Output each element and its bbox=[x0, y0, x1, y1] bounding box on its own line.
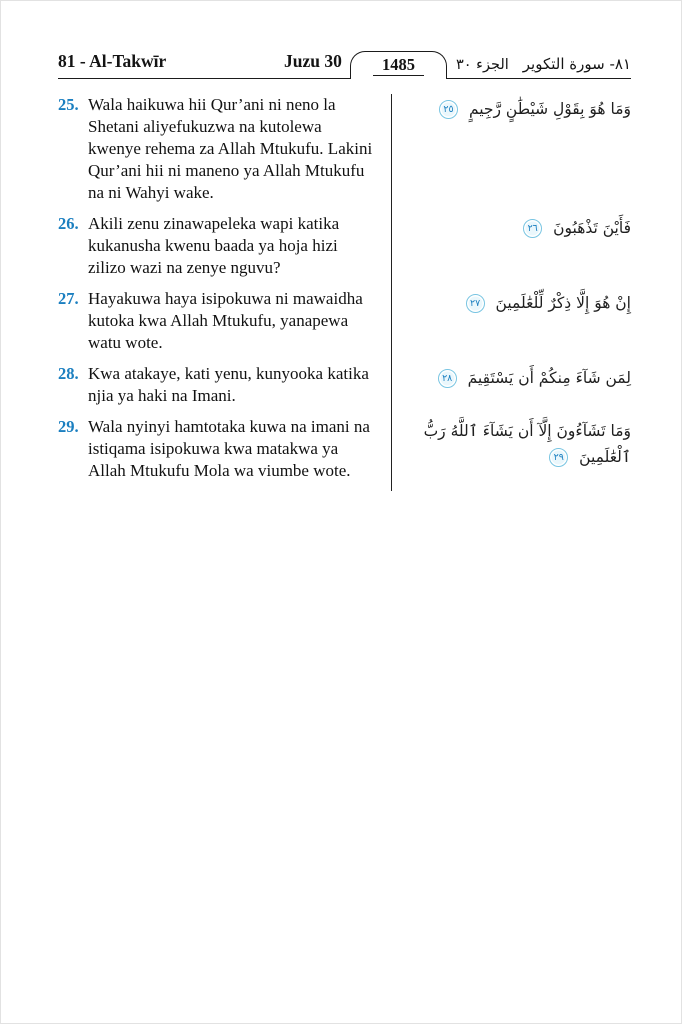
arabic-cell bbox=[391, 213, 631, 288]
verse-row bbox=[58, 288, 631, 363]
verse-end-medallion-icon bbox=[439, 100, 458, 119]
page-header bbox=[58, 45, 631, 79]
translation-cell bbox=[58, 94, 391, 213]
verse-arabic: لِمَن شَآءَ مِنكُمْ أَن يَسْتَقِيمَ bbox=[467, 369, 631, 387]
verse-marker-number: ٢٥ bbox=[443, 103, 454, 115]
verse-row bbox=[58, 94, 631, 213]
page-number: 1485 bbox=[373, 57, 424, 77]
verse-number: 26. bbox=[58, 214, 79, 233]
verse-translation: Hayakuwa haya isipokuwa ni mawaidha kutoka kwa Allah Mtukufu, yanapewa watu wote. bbox=[88, 289, 363, 352]
verse-arabic: إِنْ هُوَ إِلَّا ذِكْرٌ لِّلْعَٰلَمِينَ bbox=[495, 294, 631, 312]
verse-marker-number: ٢٦ bbox=[527, 222, 538, 234]
verse-number: 27. bbox=[58, 289, 79, 308]
verse-row bbox=[58, 416, 631, 491]
verse-translation: Kwa atakaye, kati yenu, kunyooka katika njia ya haki na Imani. bbox=[88, 364, 369, 405]
verse-translation: Wala nyinyi hamtotaka kuwa na imani na istiqama isipokuwa kwa matakwa ya Allah Mtukufu Mola wa viumbe wote. bbox=[88, 417, 370, 480]
translation-cell bbox=[58, 288, 391, 363]
translation-cell bbox=[58, 363, 391, 416]
verse-arabic: وَمَا هُوَ بِقَوْلِ شَيْطَٰنٍ رَّجِيمٍ bbox=[468, 100, 631, 118]
arabic-cell bbox=[391, 416, 631, 491]
verse-number: 28. bbox=[58, 364, 79, 383]
verse-translation: Wala haikuwa hii Qur’ani ni neno la Shetani aliyefukuzwa na kutolewa kwenye rehema za Allah Mtukufu. Lakini Qur’ani hii ni maneno ya Allah Mtukufu na ni Wahyi wake. bbox=[88, 95, 373, 202]
translation-cell bbox=[58, 213, 391, 288]
verse-marker-number: ٢٧ bbox=[469, 297, 481, 309]
verse-marker-number: ٢٩ bbox=[553, 451, 564, 463]
header-rule bbox=[58, 78, 631, 79]
juzu-label: Juzu 30 bbox=[284, 51, 342, 71]
verse-arabic: وَمَا تَشَآءُونَ إِلَّآ أَن يَشَآءَ ٱللَّهُ رَبُّ ٱلْعَٰلَمِينَ bbox=[423, 422, 631, 466]
juz-label-arabic: الجزء ٣٠ bbox=[456, 57, 509, 73]
surah-title-latin: 81 - Al-Takwīr bbox=[58, 51, 167, 71]
verses-section bbox=[58, 94, 631, 491]
surah-title-arabic: ٨١- سورة التكوير bbox=[522, 55, 631, 73]
arabic-cell bbox=[391, 94, 631, 213]
verse-end-medallion-icon bbox=[466, 294, 485, 313]
verse-end-medallion-icon bbox=[549, 448, 568, 467]
verse-number: 29. bbox=[58, 417, 79, 436]
translation-cell bbox=[58, 416, 391, 491]
verse-number: 25. bbox=[58, 95, 79, 114]
verse-row bbox=[58, 363, 631, 416]
verse-marker-number: ٢٨ bbox=[442, 372, 453, 384]
verse-row bbox=[58, 213, 631, 288]
verse-end-medallion-icon bbox=[523, 219, 542, 238]
page-number-tab bbox=[350, 51, 447, 79]
verse-arabic: فَأَيْنَ تَذْهَبُونَ bbox=[553, 219, 631, 237]
arabic-cell bbox=[391, 288, 631, 363]
verse-end-medallion-icon bbox=[438, 369, 457, 388]
verse-translation: Akili zenu zinawapeleka wapi katika kukanusha kwenu baada ya hoja hizi zilizo wazi na zenye nguvu? bbox=[88, 214, 340, 277]
arabic-cell bbox=[391, 363, 631, 416]
